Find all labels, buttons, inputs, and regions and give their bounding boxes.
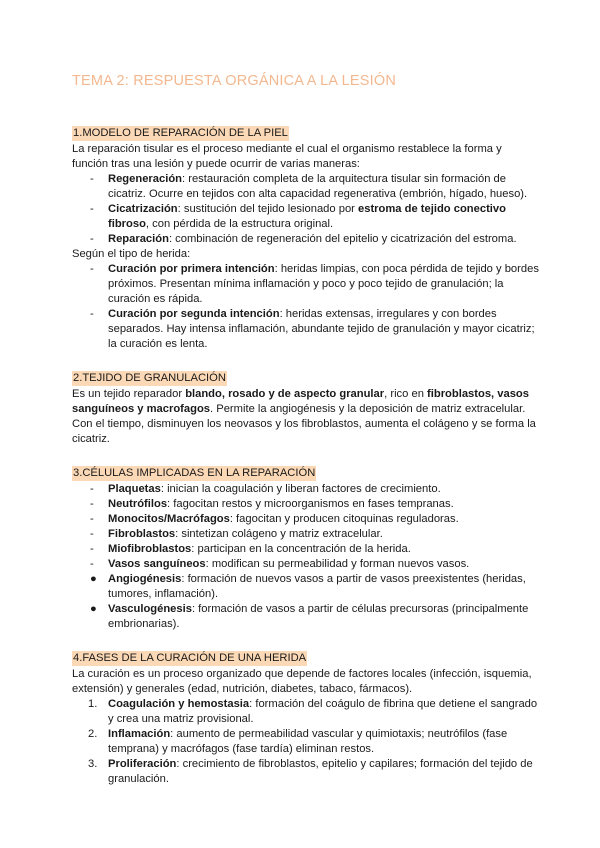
list-item: - Fibroblastos: sintetizan colágeno y matriz extracelular.	[90, 528, 383, 540]
section-heading: 4.FASES DE LA CURACIÓN DE UNA HERIDA	[73, 652, 307, 664]
list-item: 1. Coagulación y hemostasia: formación del coágulo de fibrina que detiene el sangrado y crea una matriz provisional.	[88, 698, 538, 725]
list-item: - Cicatrización: sustitución del tejido lesionado por estroma de tejido conectivo fibroso, con pérdida de la estructura original.	[90, 203, 506, 230]
list-item: 2. Inflamación: aumento de permeabilidad vascular y quimiotaxis; neutrófilos (fase temprana) y macrófagos (fase tardía) eliminan restos.	[88, 728, 508, 755]
list-item: - Monocitos/Macrófagos: fagocitan y producen citoquinas reguladoras.	[90, 513, 459, 525]
section-heading: 2.TEJIDO DE GRANULACIÓN	[73, 372, 226, 384]
section-heading: 1.MODELO DE REPARACIÓN DE LA PIEL	[73, 127, 288, 139]
numbered-list	[72, 697, 540, 787]
list-item: ● Vasculogénesis: formación de vasos a partir de células precursoras (principalmente embrionarias).	[90, 603, 529, 630]
list	[72, 262, 540, 352]
section-heading: 3.CÉLULAS IMPLICADAS EN LA REPARACIÓN	[73, 467, 316, 479]
section-granulation-tissue	[72, 368, 540, 447]
section-skin-repair	[72, 123, 540, 352]
list-item: - Curación por segunda intención: heridas extensas, irregulares y con bordes separados. Hay intensa inflamación, abundante tejido de granulación y mayor cicatriz; la curación es lenta.	[90, 308, 535, 350]
list	[72, 482, 540, 632]
list-item: - Vasos sanguíneos: modifican su permeabilidad y forman nuevos vasos.	[90, 558, 470, 570]
list-item: - Plaquetas: inician la coagulación y liberan factores de crecimiento.	[90, 483, 441, 495]
list	[72, 172, 540, 247]
list-item: - Miofibroblastos: participan en la concentración de la herida.	[90, 543, 411, 555]
document-title: TEMA 2: RESPUESTA ORGÁNICA A LA LESIÓN	[72, 73, 397, 89]
section-healing-phases	[72, 648, 540, 787]
list-item: - Reparación: combinación de regeneración del epitelio y cicatrización del estroma.	[90, 233, 517, 245]
list-item: 3. Proliferación: crecimiento de fibroblastos, epitelio y capilares; formación del tejido de granulación.	[88, 758, 533, 785]
paragraph: La curación es un proceso organizado que depende de factores locales (infección, isquemia, extensión) y generales (edad, nutrición, diabetes, tabaco, fármacos).	[72, 668, 532, 695]
section-cells	[72, 463, 540, 632]
list-item: - Curación por primera intención: heridas limpias, con poca pérdida de tejido y bordes próximos. Presentan mínima inflamación y poco y poco tejido de granulación; la curación es rápida.	[90, 263, 539, 305]
paragraph: Según el tipo de herida:	[72, 248, 191, 260]
list-item: - Regeneración: restauración completa de la arquitectura tisular sin formación de cicatriz. Ocurre en tejidos con alta capacidad regenerativa (embrión, hígado, hueso).	[90, 173, 528, 200]
paragraph: Es un tejido reparador blando, rosado y de aspecto granular, rico en fibroblastos, vasos sanguíneos y macrofagos. Permite la angiogénesis y la deposición de matriz extracelular. Con el tiempo, disminuyen los neovasos y los fibroblastos, aumenta el colágeno y se forma la cicatriz.	[72, 388, 536, 445]
paragraph: La reparación tisular es el proceso mediante el cual el organismo restablece la forma y función tras una lesión y puede ocurrir de varias maneras:	[72, 143, 502, 170]
list-item: ● Angiogénesis: formación de nuevos vasos a partir de vasos preexistentes (heridas, tumores, inflamación).	[90, 573, 526, 600]
list-item: - Neutrófilos: fagocitan restos y microorganismos en fases tempranas.	[90, 498, 454, 510]
